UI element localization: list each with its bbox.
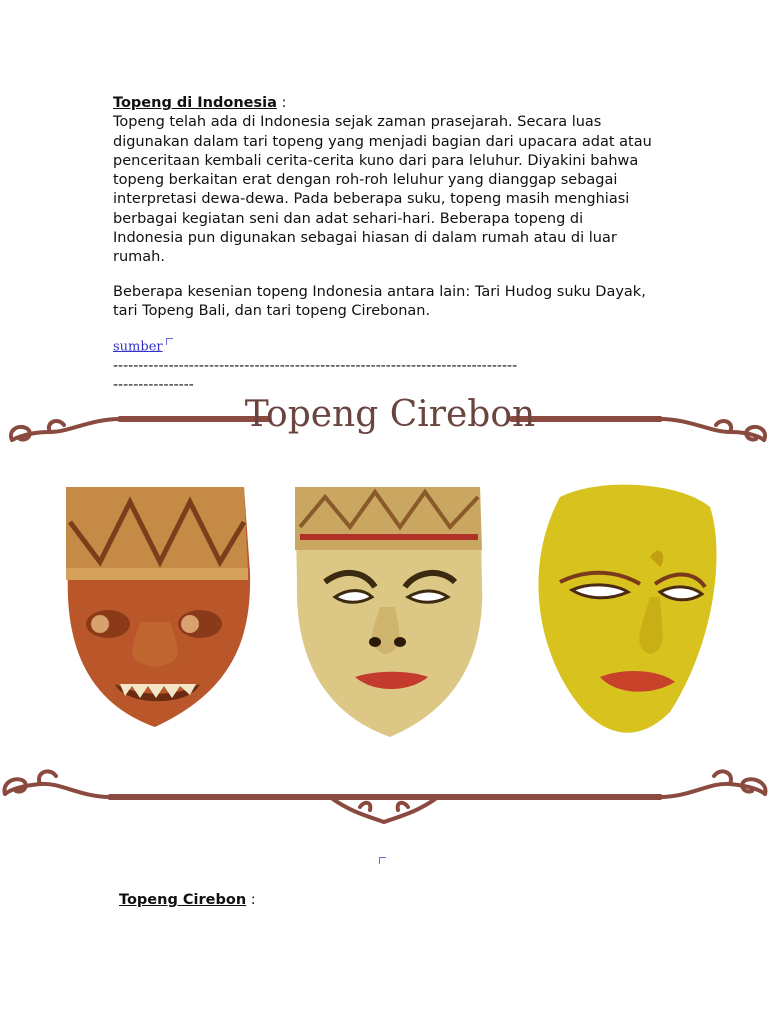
- intro-paragraph: Topeng telah ada di Indonesia sejak zaman prasejarah. Secara luas digunakan dalam tari topeng yang menjadi bagian dari upacara adat atau penceritaan kembali cerita-cerita kuno dari para leluhur. Diyakini bahwa topeng berkaitan erat dengan roh-roh leluhur yang dianggap sebagai interpretasi dewa-dewa. Pada beberapa suku, topeng masih menghiasi berbagai kegiatan seni dan adat sehari-hari. Beberapa topeng di Indonesia pun digunakan sebagai hiasan di dalam rumah atau di luar rumah.: [113, 114, 652, 266]
- bottom-ornament: [4, 771, 765, 822]
- mask-yellow-icon: [538, 485, 716, 733]
- divider-line-end: ----------------: [113, 377, 194, 393]
- small-link-icon[interactable]: [379, 857, 386, 864]
- external-link-icon: [166, 338, 173, 345]
- kesenian-paragraph: Beberapa kesenian topeng Indonesia antara lain: Tari Hudog suku Dayak, tari Topeng Bali, dan tari topeng Cirebonan.: [113, 284, 646, 320]
- section2-heading: [119, 892, 256, 908]
- heading-topeng-di-indonesia: Topeng di Indonesia: [113, 95, 277, 111]
- heading2-colon: :: [246, 892, 256, 908]
- banner-title: Topeng Cirebon: [244, 394, 536, 435]
- heading-colon: :: [276, 95, 287, 111]
- mask-pale-icon: [295, 487, 482, 737]
- intro-section: [113, 94, 653, 268]
- divider-line: --------------------------------------------------------------------------------: [113, 358, 518, 374]
- topeng-cirebon-banner: [0, 392, 768, 832]
- heading-topeng-cirebon: Topeng Cirebon: [119, 892, 247, 908]
- section-heading: [113, 94, 653, 113]
- source-link-label[interactable]: sumber: [113, 339, 163, 355]
- source-link[interactable]: [113, 338, 173, 354]
- mask-red-icon: [66, 487, 250, 727]
